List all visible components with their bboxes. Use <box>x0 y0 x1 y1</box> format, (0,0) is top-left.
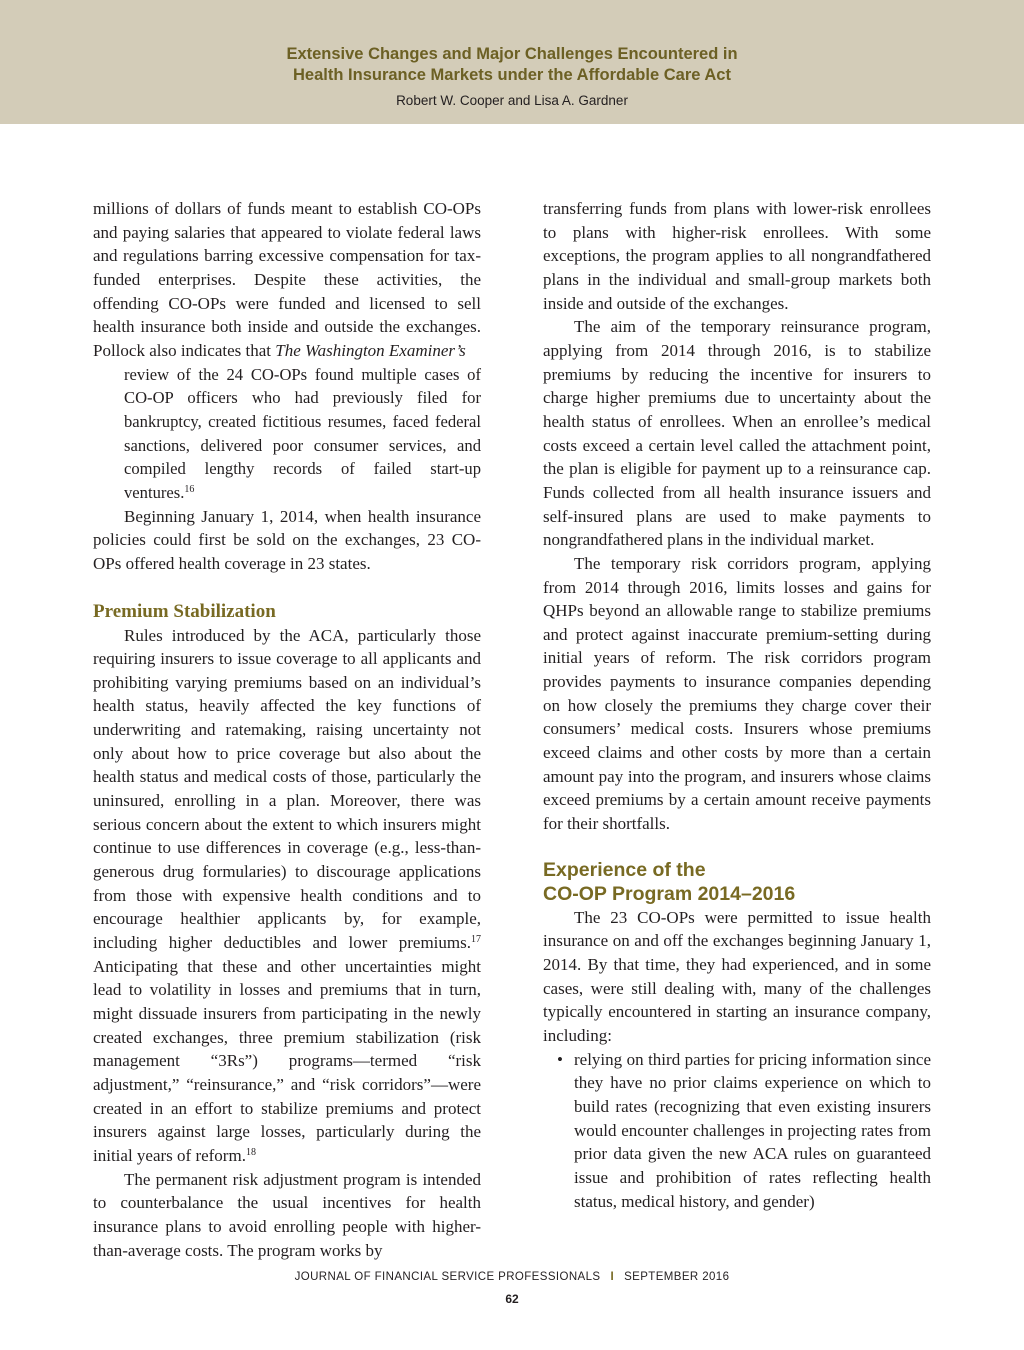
footnote-ref: 16 <box>184 483 195 495</box>
section-heading-line-2: CO-OP Program 2014–2016 <box>543 882 796 905</box>
issue-date: SEPTEMBER 2016 <box>624 1271 730 1283</box>
paragraph: Beginning January 1, 2014, when health insurance policies could first be sold on the exchanges, 23 CO-OPs offered health coverage in 23 states. <box>93 506 481 573</box>
article-title-line-2: Health Insurance Markets under the Affordable Care Act <box>293 66 731 84</box>
article-authors: Robert W. Cooper and Lisa A. Gardner <box>396 93 628 108</box>
paragraph: transferring funds from plans with lower-risk enrollees to plans with higher-risk enrollees. With some exceptions, the program applies to all nongrandfathered plans in the individual and small-group markets both inside and outside of the exchanges. <box>543 199 931 313</box>
paragraph-text: Anticipating that these and other uncertainties might lead to volatility in losses and premiums that in turn, might dissuade insurers from participating in the newly created exchanges, three premium stabilization (risk management “3Rs”) programs—termed “risk adjustment,” “reinsurance,” and “risk corridors”—were created in an effort to stabilize premiums and protect insurers against large losses, particularly during the initial years of reform. <box>93 956 481 1165</box>
article-title <box>0 44 1024 86</box>
paragraph: The temporary risk corridors program, applying from 2014 through 2016, limits losses and gains for QHPs beyond an allowable range to stabilize premiums and protect against inaccurate premium-setting during initial years of reform. The risk corridors program provides payments to insurance companies depending on how closely the premiums they charge cover their consumers’ medical costs. Insurers whose premiums exceed claims and other costs by more than a certain amount pay into the program, and insurers whose claims exceed premiums by a certain amount receive payments for their shortfalls. <box>543 553 931 834</box>
page-number: 62 <box>505 1292 519 1306</box>
footer-journal-line <box>0 1271 1024 1283</box>
paragraph: The permanent risk adjustment program is intended to counterbalance the usual incentives for health insurance plans to avoid enrolling people with higher-than-average costs. The program works by <box>93 1169 481 1260</box>
bullet-icon: • <box>557 1049 563 1069</box>
paragraph <box>93 197 481 363</box>
footer-separator: I <box>610 1271 615 1283</box>
footnote-ref: 17 <box>471 934 481 946</box>
publication-title: The Washington Examiner’s <box>275 340 466 360</box>
list-item <box>543 1048 931 1214</box>
block-quote <box>124 363 481 505</box>
quote-text: review of the 24 CO-OPs found multiple cases of CO-OP officers who had previously filed for bankruptcy, created fictitious resumes, faced federal sanctions, delivered poor consumer services, and compiled lengthy records of failed start-up ventures. <box>124 364 481 502</box>
paragraph-text: millions of dollars of funds meant to establish CO-OPs and paying salaries that appeared to violate federal laws and regulations barring excessive compensation for tax-funded enterprises. Despite these activities, the offending CO-OPs were funded and licensed to sell health insurance both inside and outside the exchanges. Pollock also indicates that <box>93 199 481 360</box>
journal-name: JOURNAL OF FINANCIAL SERVICE PROFESSIONALS <box>294 1271 601 1283</box>
paragraph: The aim of the temporary reinsurance program, applying from 2014 through 2016, is to stabilize premiums by reducing the incentive for insurers to charge higher premiums due to uncertainty about the health status of enrollees. When an enrollee’s medical costs exceed a certain level called the attachment point, the plan is eligible for payment up to a reinsurance cap. Funds collected from all health insurance issuers and self-insured plans are used to make payments to nongrandfathered plans in the individual market. <box>543 317 931 550</box>
left-column <box>93 197 481 1262</box>
list-item-text: relying on third parties for pricing information since they have no prior claims experience on which to build rates (recognizing that even existing insurers would encounter challenges in projecting rates from prior data given the new ACA rules on guaranteed issue and prohibition of rates reflecting health status, medical history, and gender) <box>574 1049 931 1211</box>
section-heading-line-1: Experience of the <box>543 858 706 881</box>
bullet-list <box>543 1048 931 1214</box>
paragraph: The 23 CO-OPs were permitted to issue health insurance on and off the exchanges beginning January 1, 2014. By that time, they had experienced, and in some cases, were still dealing with, many of the challenges typically encountered in starting an insurance company, including: <box>543 907 931 1045</box>
article-title-line-1: Extensive Changes and Major Challenges Encountered in <box>286 45 738 63</box>
paragraph-text: Rules introduced by the ACA, particularly those requiring insurers to issue coverage to all applicants and prohibiting varying premiums based on an individual’s health status, heavily affected the key functions of underwriting and ratemaking, raising uncertainty not only about how to price coverage but also about the health status and medical costs of those, particularly the uninsured, enrolling in a plan. Moreover, there was serious concern about the extent to which insurers might continue to use differences in coverage (e.g., less-than-generous drug formularies) to discourage applications from those with expensive health conditions and to encourage healthier applicants by, for example, including higher deductibles and lower premiums. <box>93 625 481 953</box>
section-heading-premium-stabilization: Premium Stabilization <box>93 600 276 622</box>
right-column <box>543 197 931 1213</box>
footnote-ref: 18 <box>245 1146 256 1158</box>
paragraph <box>93 624 481 1168</box>
section-heading-coop-experience <box>543 858 931 906</box>
